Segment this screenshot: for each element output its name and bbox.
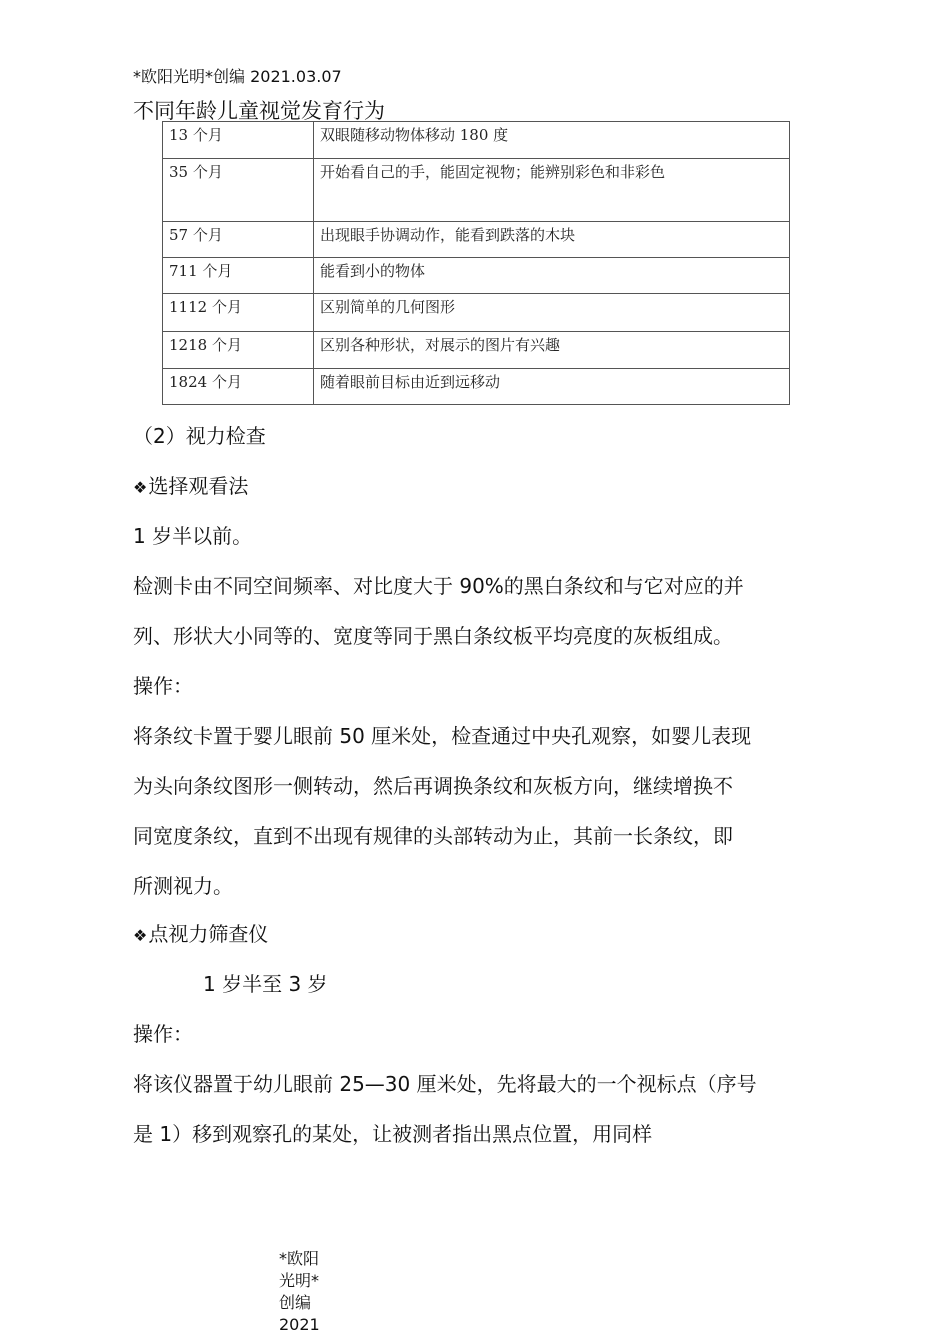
- table-row: [163, 332, 790, 369]
- paragraph-line: 检测卡由不同空间频率、对比度大于 90%的黑白条纹和与它对应的并: [133, 574, 744, 598]
- paragraph-line: 为头向条纹图形一侧转动，然后再调换条纹和灰板方向，继续增换不: [133, 774, 733, 798]
- age-range: 1 岁半至 3 岁: [203, 972, 328, 996]
- table-row: [163, 159, 790, 222]
- paragraph-line: 所测视力。: [133, 874, 233, 898]
- behavior-cell: 能看到小的物体: [314, 258, 790, 294]
- age-cell: 1824 个月: [163, 369, 314, 405]
- method-title: 选择观看法: [148, 474, 249, 498]
- table-row: [163, 222, 790, 258]
- method-title: 点视力筛查仪: [148, 922, 269, 946]
- footer-note: *欧阳光明*创编 2021: [279, 1249, 320, 1334]
- behavior-cell: 开始看自己的手，能固定视物；能辨别彩色和非彩色: [314, 159, 790, 222]
- vision-development-table: [162, 121, 790, 405]
- diamond-bullet-icon: ❖: [133, 478, 148, 497]
- paragraph-line: 将该仪器置于幼儿眼前 25—30 厘米处，先将最大的一个视标点（序号: [133, 1072, 757, 1096]
- behavior-cell: 区别简单的几何图形: [314, 294, 790, 332]
- method-heading: [133, 472, 248, 502]
- header-note: *欧阳光明*创编 2021.03.07: [133, 67, 342, 86]
- paragraph-line: 将条纹卡置于婴儿眼前 50 厘米处，检查通过中央孔观察，如婴儿表现: [133, 724, 752, 748]
- diamond-bullet-icon: ❖: [133, 926, 148, 945]
- age-cell: 13 个月: [163, 122, 314, 159]
- age-cell: 1112 个月: [163, 294, 314, 332]
- operation-label: 操作：: [133, 1022, 193, 1046]
- behavior-cell: 双眼随移动物体移动 180 度: [314, 122, 790, 159]
- operation-label: 操作：: [133, 674, 193, 698]
- paragraph-line: 列、形状大小同等的、宽度等同于黑白条纹板平均亮度的灰板组成。: [133, 624, 733, 648]
- age-cell: 711 个月: [163, 258, 314, 294]
- table-row: [163, 122, 790, 159]
- paragraph-line: 是 1）移到观察孔的某处，让被测者指出黑点位置，用同样: [133, 1122, 653, 1146]
- doc-title: 不同年龄儿童视觉发育行为: [133, 99, 385, 123]
- section-heading: （2）视力检查: [133, 424, 266, 448]
- table-row: [163, 369, 790, 405]
- behavior-cell: 随着眼前目标由近到远移动: [314, 369, 790, 405]
- age-cell: 1218 个月: [163, 332, 314, 369]
- paragraph-line: 同宽度条纹，直到不出现有规律的头部转动为止，其前一长条纹，即: [133, 824, 733, 848]
- age-range: 1 岁半以前。: [133, 524, 253, 548]
- age-cell: 57 个月: [163, 222, 314, 258]
- behavior-cell: 区别各种形状，对展示的图片有兴趣: [314, 332, 790, 369]
- table-row: [163, 294, 790, 332]
- behavior-cell: 出现眼手协调动作，能看到跌落的木块: [314, 222, 790, 258]
- age-cell: 35 个月: [163, 159, 314, 222]
- table-row: [163, 258, 790, 294]
- method-heading: [133, 920, 268, 950]
